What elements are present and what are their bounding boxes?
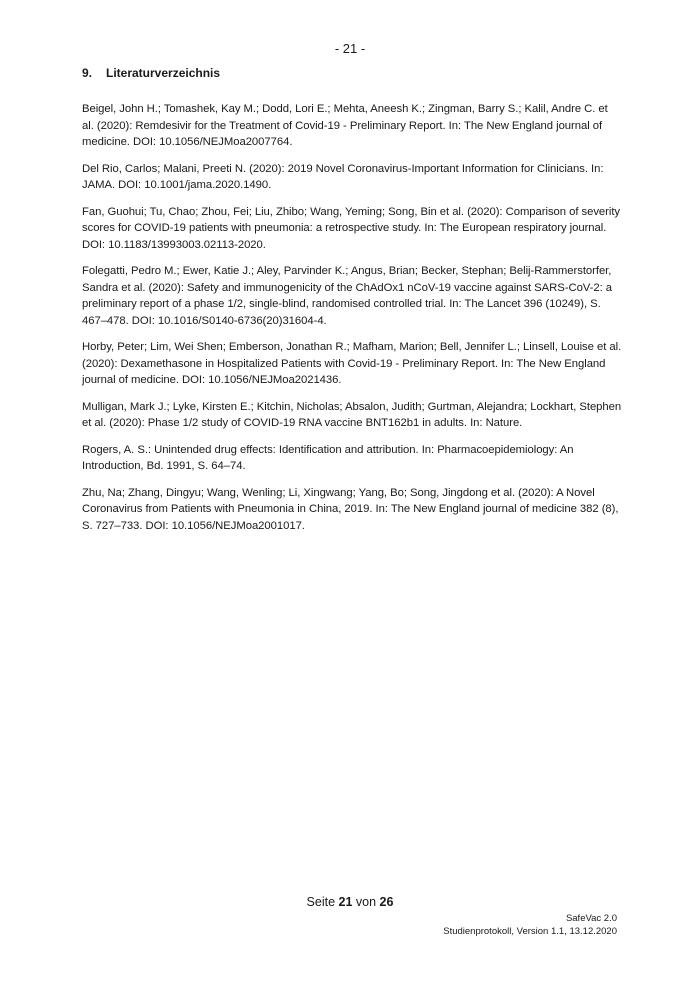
reference-entry: Horby, Peter; Lim, Wei Shen; Emberson, Jonathan R.; Mafham, Marion; Bell, Jennifer L.; Linsell, Louise et al. (2020): Dexamethasone in Hospitalized Patients with Covid-19 - Preliminary Report. In: The New England journal of medicine. DOI: 10.1056/NEJMoa2021436. — [82, 341, 622, 386]
footer-von-label: von — [355, 895, 377, 909]
page-number: - 21 - — [334, 41, 366, 56]
footer-seite-label: Seite — [306, 895, 336, 909]
reference-entry: Rogers, A. S.: Unintended drug effects: Identification and attribution. In: Pharmacoepidemiology: An Introduction, Bd. 1991, S. 64–74. — [82, 443, 574, 472]
footer-document-info — [443, 912, 617, 938]
reference-entry: Fan, Guohui; Tu, Chao; Zhou, Fei; Liu, Zhibo; Wang, Yeming; Song, Bin et al. (2020): Comparison of severity scores for COVID-19 patients with pneumonia: a retrospective study. In: The European respiratory journal. DOI: 10.1183/13993003.02113-2020. — [82, 205, 621, 251]
footer-doc-version: Studienprotokoll, Version 1.1, 13.12.2020 — [443, 926, 617, 937]
reference-entry: Beigel, John H.; Tomashek, Kay M.; Dodd, Lori E.; Mehta, Aneesh K.; Zingman, Barry S.; Kalil, Andre C. et al. (2020): Remdesivir for the Treatment of Covid-19 - Preliminary Report. In: The New England journal of medicine. DOI: 10.1056/NEJMoa2007764. — [82, 103, 608, 148]
section-title: Literaturverzeichnis — [106, 66, 221, 80]
reference-entry: Folegatti, Pedro M.; Ewer, Katie J.; Aley, Parvinder K.; Angus, Brian; Becker, Stephan; Belij-Rammerstorfer, Sandra et al. (2020): Safety and immunogenicity of the ChAdOx1 nCoV-19 vaccine against SARS-CoV-2: a preliminary report of a phase 1/2, single-blind, randomised controlled trial. In: The Lancet 396 (10249), S. 467–478. DOI: 10.1016/S0140-6736(20)31604-4. — [82, 265, 613, 327]
section-heading — [82, 66, 622, 80]
footer-page-indicator — [0, 895, 700, 909]
footer-current-page: 21 — [338, 895, 353, 909]
reference-entry: Mulligan, Mark J.; Lyke, Kirsten E.; Kitchin, Nicholas; Absalon, Judith; Gurtman, Alejandra; Lockhart, Stephen et al. (2020): Phase 1/2 study of COVID-19 RNA vaccine BNT162b1 in adults. In: Nature. — [82, 400, 622, 429]
bibliography-section — [82, 66, 622, 544]
reference-entry: Del Rio, Carlos; Malani, Preeti N. (2020): 2019 Novel Coronavirus-Important Information for Clinicians. In: JAMA. DOI: 10.1001/jama.2020.1490. — [82, 162, 604, 191]
section-number: 9. — [82, 66, 93, 80]
footer-doc-name: SafeVac 2.0 — [565, 913, 617, 924]
reference-entry: Zhu, Na; Zhang, Dingyu; Wang, Wenling; Li, Xingwang; Yang, Bo; Song, Jingdong et al. (2020): A Novel Coronavirus from Patients with Pneumonia in China, 2019. In: The New England journal of medicine 382 (8), S. 727–733. DOI: 10.1056/NEJMoa2001017. — [82, 486, 619, 532]
footer-total-pages: 26 — [379, 895, 394, 909]
